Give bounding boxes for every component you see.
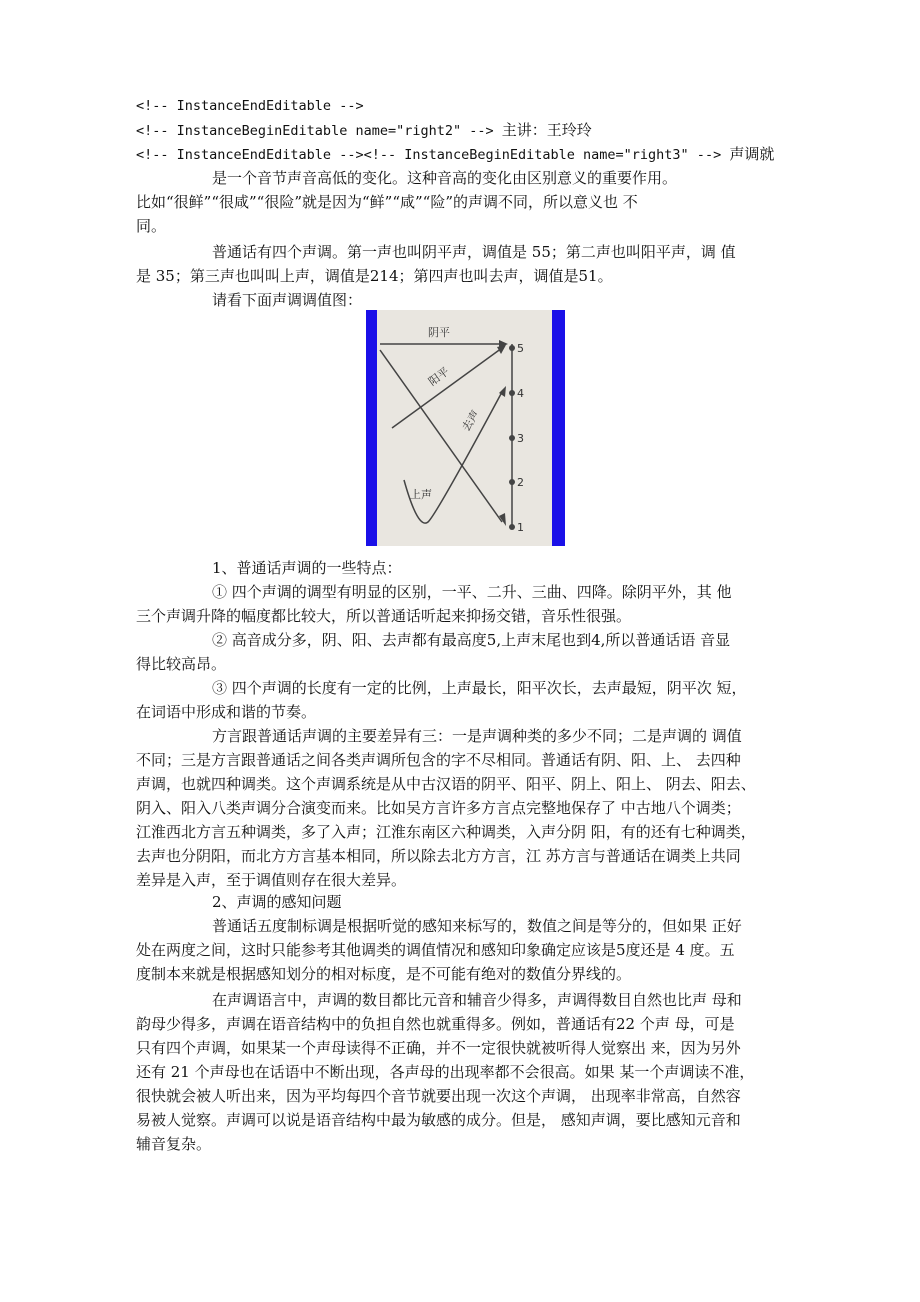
see-chart-line: 请看下面声调调值图： xyxy=(212,291,363,309)
dialect-line-1: 方言跟普通话声调的主要差异有三：一是声调种类的多少不同；二是声调的 调值 xyxy=(212,727,742,745)
load-line-3: 只有四个声调，如果某一个声母读得不正确，并不一定很快就被听得人觉察出 来，因为另外 xyxy=(136,1039,741,1057)
scale-dot-3 xyxy=(509,435,515,441)
dialect-line-7: 差异是入声，至于调值则存在很大差异。 xyxy=(136,871,407,889)
diagram-left-border xyxy=(366,310,377,546)
section-1-title: 1、普通话声调的一些特点： xyxy=(212,559,402,577)
tone-label-qusheng: 去声 xyxy=(459,408,483,434)
point-2-line-2: 得比较高昂。 xyxy=(136,655,227,673)
load-line-1: 在声调语言中，声调的数目都比元音和辅音少得多，声调得数目自然也比声 母和 xyxy=(212,991,742,1009)
point-3-line-2: 在词语中形成和谐的节奏。 xyxy=(136,703,317,721)
scale-label-1: 1 xyxy=(517,521,524,534)
code-line-2: <!-- InstanceBeginEditable name="right2" --> 主讲：王玲玲 xyxy=(136,121,592,139)
intro-line-1: 是一个音节声音高低的变化。这种音高的变化由区别意义的重要作用。 xyxy=(212,169,678,187)
dialect-line-5: 江淮西北方言五种调类，多了入声；江淮东南区六种调类，入声分阴 阳，有的还有七种调类， xyxy=(136,823,756,841)
speaker-text: 主讲：王玲玲 xyxy=(501,121,592,139)
load-line-4: 还有 21 个声母也在话语中不断出现，各声母的出现率都不会很高。如果 某一个声调读不准， xyxy=(136,1063,755,1081)
point-1-line-1: ① 四个声调的调型有明显的区别，一平、二升、三曲、四降。除阴平外，其 他 xyxy=(212,583,732,601)
diagram-right-border xyxy=(552,310,565,546)
point-2-line-1: ② 高音成分多，阴、阳、去声都有最高度5,上声末尾也到4,所以普通话语 音显 xyxy=(212,631,731,649)
load-line-5: 很快就会被人听出来，因为平均每四个音节就要出现一次这个声调， 出现率非常高，自然容 xyxy=(136,1087,741,1105)
tone-label-shangsheng: 上声 xyxy=(410,488,432,501)
load-line-7: 辅音复杂。 xyxy=(136,1135,212,1153)
point-3-line-1: ③ 四个声调的长度有一定的比例，上声最长，阳平次长，去声最短，阴平次 短， xyxy=(212,679,747,697)
scale-dot-4 xyxy=(509,390,515,396)
perception-line-1: 普通话五度制标调是根据听觉的感知来标写的，数值之间是等分的，但如果 正好 xyxy=(212,917,742,935)
scale-label-2: 2 xyxy=(517,476,524,489)
tone-value-diagram xyxy=(366,310,565,546)
scale-label-5: 5 xyxy=(517,342,524,355)
code-line-1: <!-- InstanceEndEditable --> xyxy=(136,98,364,114)
intro-line-3: 同。 xyxy=(136,217,167,235)
code-line-3: <!-- InstanceEndEditable --><!-- InstanceBeginEditable name="right3" --> 声调就 xyxy=(136,145,775,163)
load-line-6: 易被人觉察。声调可以说是语音结构中最为敏感的成分。但是， 感知声调，要比感知元音和 xyxy=(136,1111,741,1129)
four-tones-line-1: 普通话有四个声调。第一声也叫阴平声，调值是 55；第二声也叫阳平声，调 值 xyxy=(212,243,736,261)
tone-label-yinping: 阴平 xyxy=(428,326,450,339)
perception-line-2: 处在两度之间，这时只能参考其他调类的调值情况和感知印象确定应该是5度还是 4 度。五 xyxy=(136,941,735,959)
four-tones-line-2: 是 35；第三声也叫叫上声，调值是214；第四声也叫去声，调值是51。 xyxy=(136,267,613,285)
point-1-line-2: 三个声调升降的幅度都比较大，所以普通话听起来抑扬交错，音乐性很强。 xyxy=(136,607,632,625)
dialect-line-4: 阴入、阳入八类声调分合演变而来。比如吴方言许多方言点完整地保存了 中古地八个调类； xyxy=(136,799,741,817)
section-2-title: 2、声调的感知问题 xyxy=(212,893,342,911)
scale-dot-5 xyxy=(509,345,515,351)
dialect-line-6: 去声也分阴阳，而北方方言基本相同，所以除去北方方言，江 苏方言与普通话在调类上共同 xyxy=(136,847,741,865)
scale-label-3: 3 xyxy=(517,432,524,445)
tone-label-yangping: 阳平 xyxy=(426,364,452,389)
tone-word: 声调就 xyxy=(729,145,775,163)
scale-label-4: 4 xyxy=(517,387,524,400)
load-line-2: 韵母少得多，声调在语音结构中的负担自然也就重得多。例如，普通话有22 个声 母，可是 xyxy=(136,1015,735,1033)
dialect-line-3: 声调，也就四种调类。这个声调系统是从中古汉语的阴平、阳平、阴上、阳上、 阴去、阳去、 xyxy=(136,775,756,793)
dialect-line-2: 不同；三是方言跟普通话之间各类声调所包含的字不尽相同。普通话有阴、阳、上、 去四种 xyxy=(136,751,741,769)
intro-line-2: 比如“很鲜”“很咸”“很险”就是因为“鲜”“咸”“险”的声调不同，所以意义也 不 xyxy=(136,193,638,211)
perception-line-3: 度制本来就是根据感知划分的相对标度，是不可能有绝对的数值分界线的。 xyxy=(136,965,632,983)
scale-dot-2 xyxy=(509,479,515,485)
scale-dot-1 xyxy=(509,524,515,530)
